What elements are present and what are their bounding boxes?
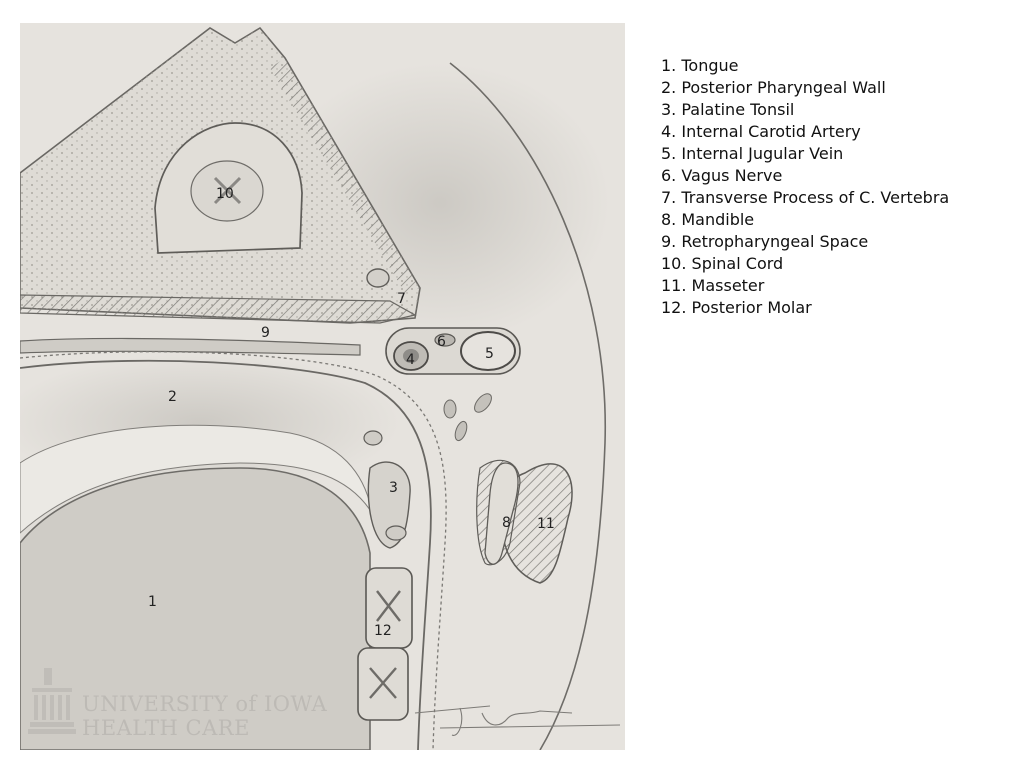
label-11: 11 [537, 516, 555, 532]
label-7: 7 [397, 291, 406, 307]
legend-item: 8. Mandible [661, 210, 755, 229]
legend-item: 1. Tongue [661, 56, 739, 75]
legend-item: 9. Retropharyngeal Space [661, 232, 869, 251]
label-4: 4 [406, 352, 415, 368]
legend-item: 12. Posterior Molar [661, 298, 812, 317]
label-10: 10 [216, 186, 234, 202]
transverse-foramen [367, 269, 389, 287]
legend-item: 4. Internal Carotid Artery [661, 122, 861, 141]
legend-item: 6. Vagus Nerve [661, 166, 783, 185]
label-5: 5 [485, 346, 494, 362]
watermark-line1: UNIVERSITY of IOWA [82, 692, 328, 716]
anatomy-sketch [20, 23, 625, 750]
structure-legend [661, 55, 949, 319]
label-2: 2 [168, 389, 177, 405]
label-3: 3 [389, 480, 398, 496]
legend-item: 2. Posterior Pharyngeal Wall [661, 78, 886, 97]
label-9: 9 [261, 325, 270, 341]
legend-item: 10. Spinal Cord [661, 254, 784, 273]
label-12: 12 [374, 623, 392, 639]
small-vessel-1 [444, 400, 456, 418]
tonsil-pole-upper [364, 431, 382, 445]
label-8: 8 [502, 515, 511, 531]
legend-item: 7. Transverse Process of C. Vertebra [661, 188, 950, 207]
sketch-canvas [20, 23, 625, 750]
label-6: 6 [437, 334, 446, 350]
label-1: 1 [148, 594, 157, 610]
tonsil-pole-lower [386, 526, 406, 540]
legend-item: 5. Internal Jugular Vein [661, 144, 844, 163]
watermark-line2: HEALTH CARE [82, 716, 250, 740]
legend-item: 11. Masseter [661, 276, 765, 295]
legend-item: 3. Palatine Tonsil [661, 100, 795, 119]
